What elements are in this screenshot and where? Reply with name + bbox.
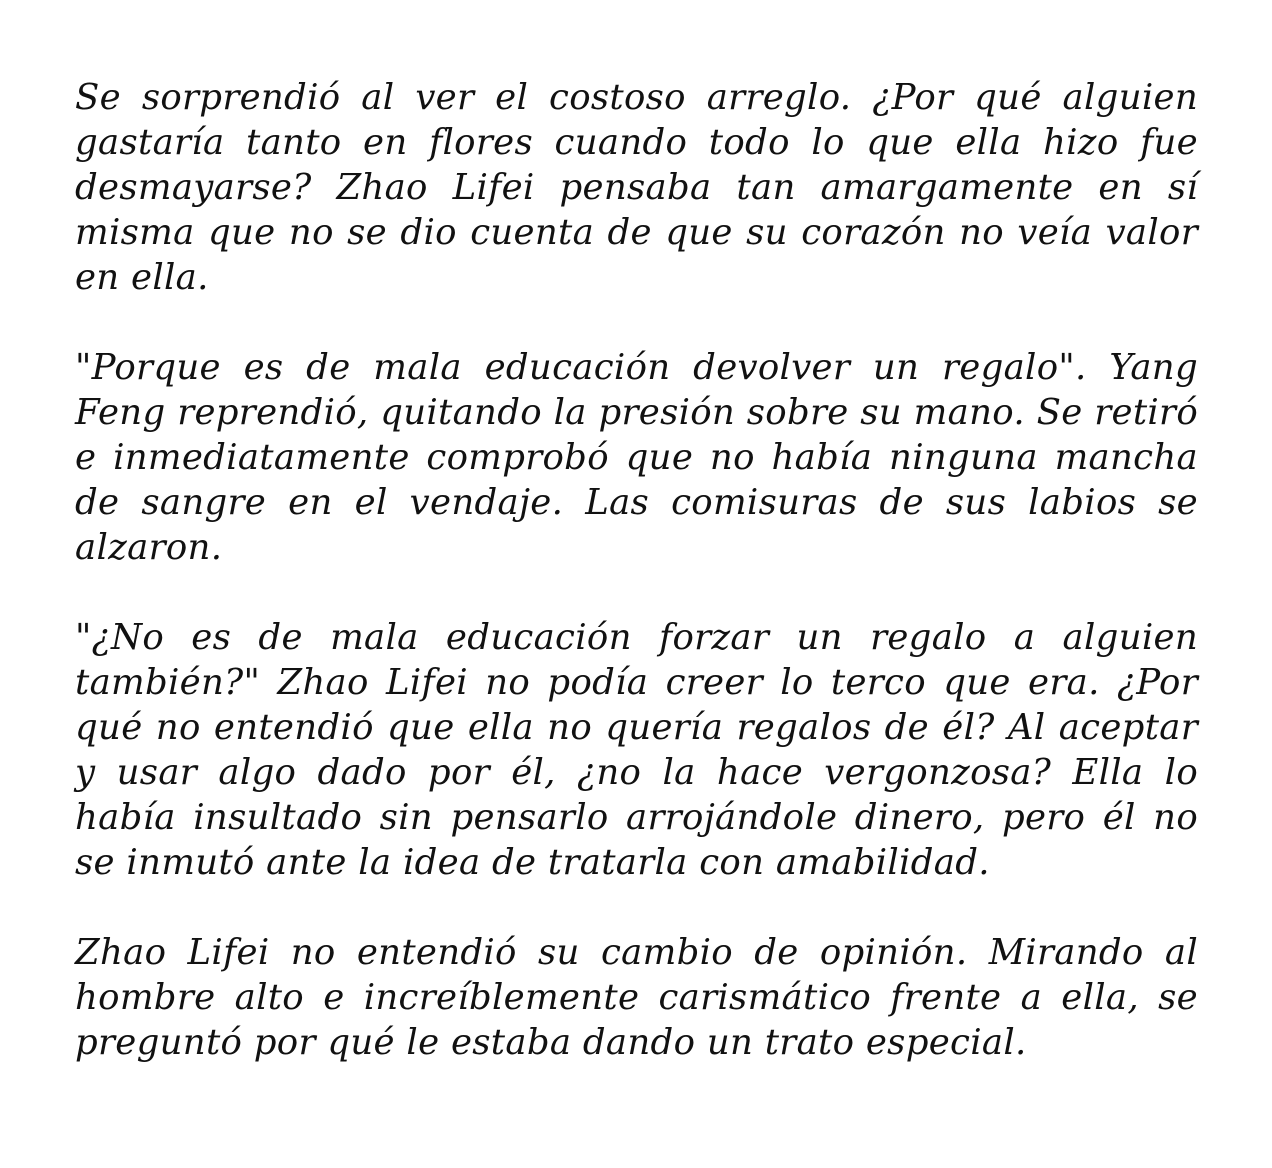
paragraph-1: Se sorprendió al ver el costoso arreglo. ¿Por qué alguien gastaría tanto en flores cuando todo lo que ella hizo fue desmayarse? Zhao Lifei pensaba tan amargamente en sí misma que no se dio cuenta de que su corazón no veía valor en ella. (75, 77, 1198, 298)
paragraph-2: "Porque es de mala educación devolver un regalo". Yang Feng reprendió, quitando la presión sobre su mano. Se retiró e inmediatamente comprobó que no había ninguna mancha de sangre en el vendaje. Las comisuras de sus labios se alzaron. (75, 347, 1198, 568)
paragraph-4: Zhao Lifei no entendió su cambio de opinión. Mirando al hombre alto e increíblemente carismático frente a ella, se preguntó por qué le estaba dando un trato especial. (75, 932, 1198, 1063)
paragraph-3: "¿No es de mala educación forzar un regalo a alguien también?" Zhao Lifei no podía creer lo terco que era. ¿Por qué no entendió que ella no quería regalos de él? Al aceptar y usar algo dado por él, ¿no la hace vergonzosa? Ella lo había insultado sin pensarlo arrojándole dinero, pero él no se inmutó ante la idea de tratarla con amabilidad. (75, 617, 1198, 883)
document-page (75, 75, 1198, 1110)
